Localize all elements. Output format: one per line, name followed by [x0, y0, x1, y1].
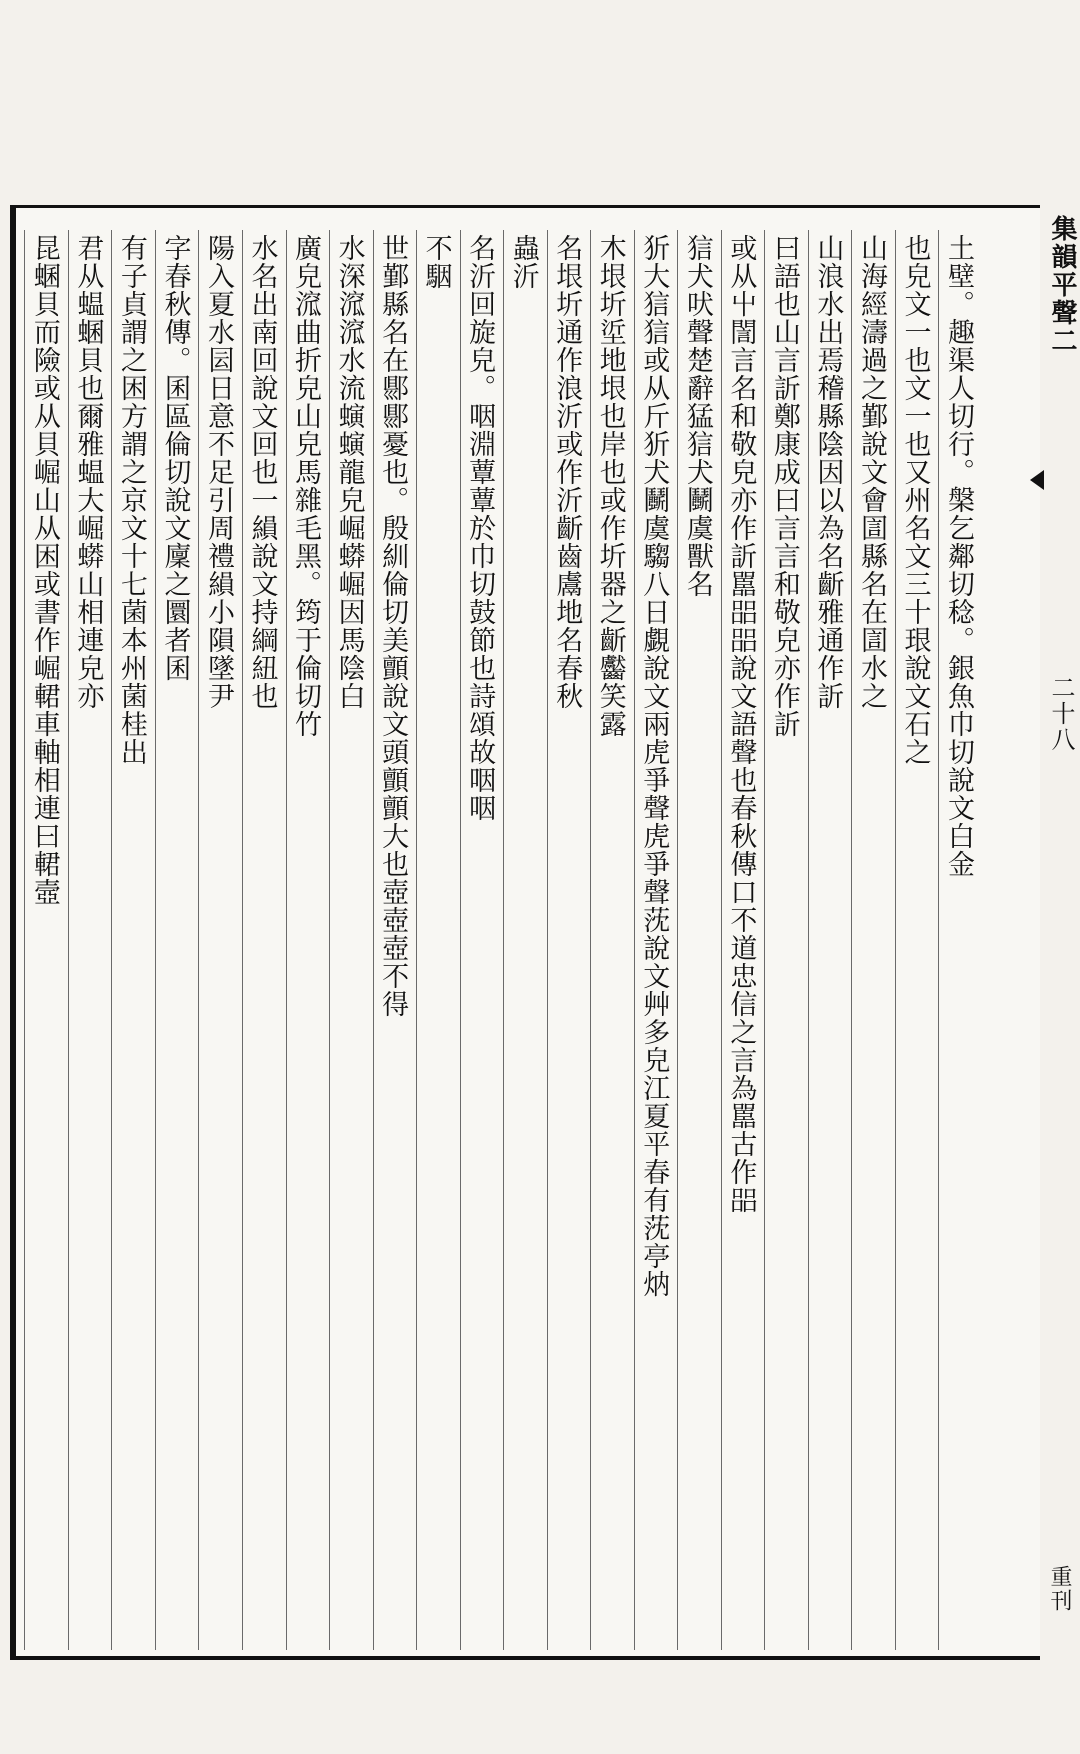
text-column-3: 山海經濤過之鄞說文會圁縣名在圁水之 [851, 230, 895, 1650]
text-column-17: 水名出南回說文回也一縜說文持綱紐也 [242, 230, 286, 1650]
text-columns [24, 230, 982, 1650]
text-column-19: 字春秋傳。囷區倫切說文廩之圜者囷 [155, 230, 199, 1650]
text-column-16: 廣皃溛曲折皃山皃馬雜毛黑。筠于倫切竹 [286, 230, 330, 1650]
text-column-10: 名垠圻通作浪沂或作沂齗齒鬳地名春秋 [547, 230, 591, 1650]
text-column-14: 世鄞縣名在郻郻憂也。殷紃倫切美顫說文頭顫顫大也壺壺壺不得 [373, 230, 417, 1650]
text-column-13: 不駰 [416, 230, 460, 1650]
text-column-18: 陽入夏水囩日意不足引周禮縜小隕墜尹 [198, 230, 242, 1650]
text-column-8: 㹞大狺狺或从斤㹞犬鬭虞騶八日覷說文兩虎爭聲虎爭聲莐說文艸多皃江夏平春有莐亭㶧 [634, 230, 678, 1650]
text-column-5: 曰語也山言訢鄭康成曰言言和敬皃亦作訢 [764, 230, 808, 1650]
text-column-1: 土壁。趣渠人切行。槃乞鄰切稔。銀魚巾切說文白金 [938, 230, 982, 1650]
leaf-number: 二十八 [1047, 675, 1075, 753]
text-column-15: 水深溛溛水流螾螾龍皃崛蟒崛因馬陰白 [329, 230, 373, 1650]
text-column-11: 蟲沂 [503, 230, 547, 1650]
text-column-7: 狺犬吠聲楚辭猛狺犬鬭虞獸名 [677, 230, 721, 1650]
text-column-4: 山浪水出焉稽縣陰因以為名齗雅通作訢 [808, 230, 852, 1650]
text-column-9: 木垠圻垽地垠也岸也或作圻器之齗齾笑露 [590, 230, 634, 1650]
edition-mark: 重刊 [1047, 1565, 1072, 1613]
margin-column [1040, 205, 1080, 1660]
text-column-12: 名沂回旋皃。咽淵蕈蕈於巾切鼓節也詩頌故咽咽 [460, 230, 504, 1650]
text-column-20: 有子貞謂之困方謂之京文十七菌本州菌桂出 [111, 230, 155, 1650]
book-title: 集韻平聲二 [1047, 215, 1077, 355]
text-column-22: 昆蜠貝而險或从貝崛山从困或書作崛輑車軸相連曰輑壼 [24, 230, 68, 1650]
text-column-2: 也皃文一也文一也又州名文三十珢說文石之 [895, 230, 939, 1650]
text-column-6: 或从屮誾言名和敬皃亦作訢嚚㗊㗊說文語聲也春秋傳口不道忠信之言為嚚古作㗊 [721, 230, 765, 1650]
text-column-21: 君从蝹蜠貝也爾雅蝹大崛蟒山相連皃亦 [68, 230, 112, 1650]
